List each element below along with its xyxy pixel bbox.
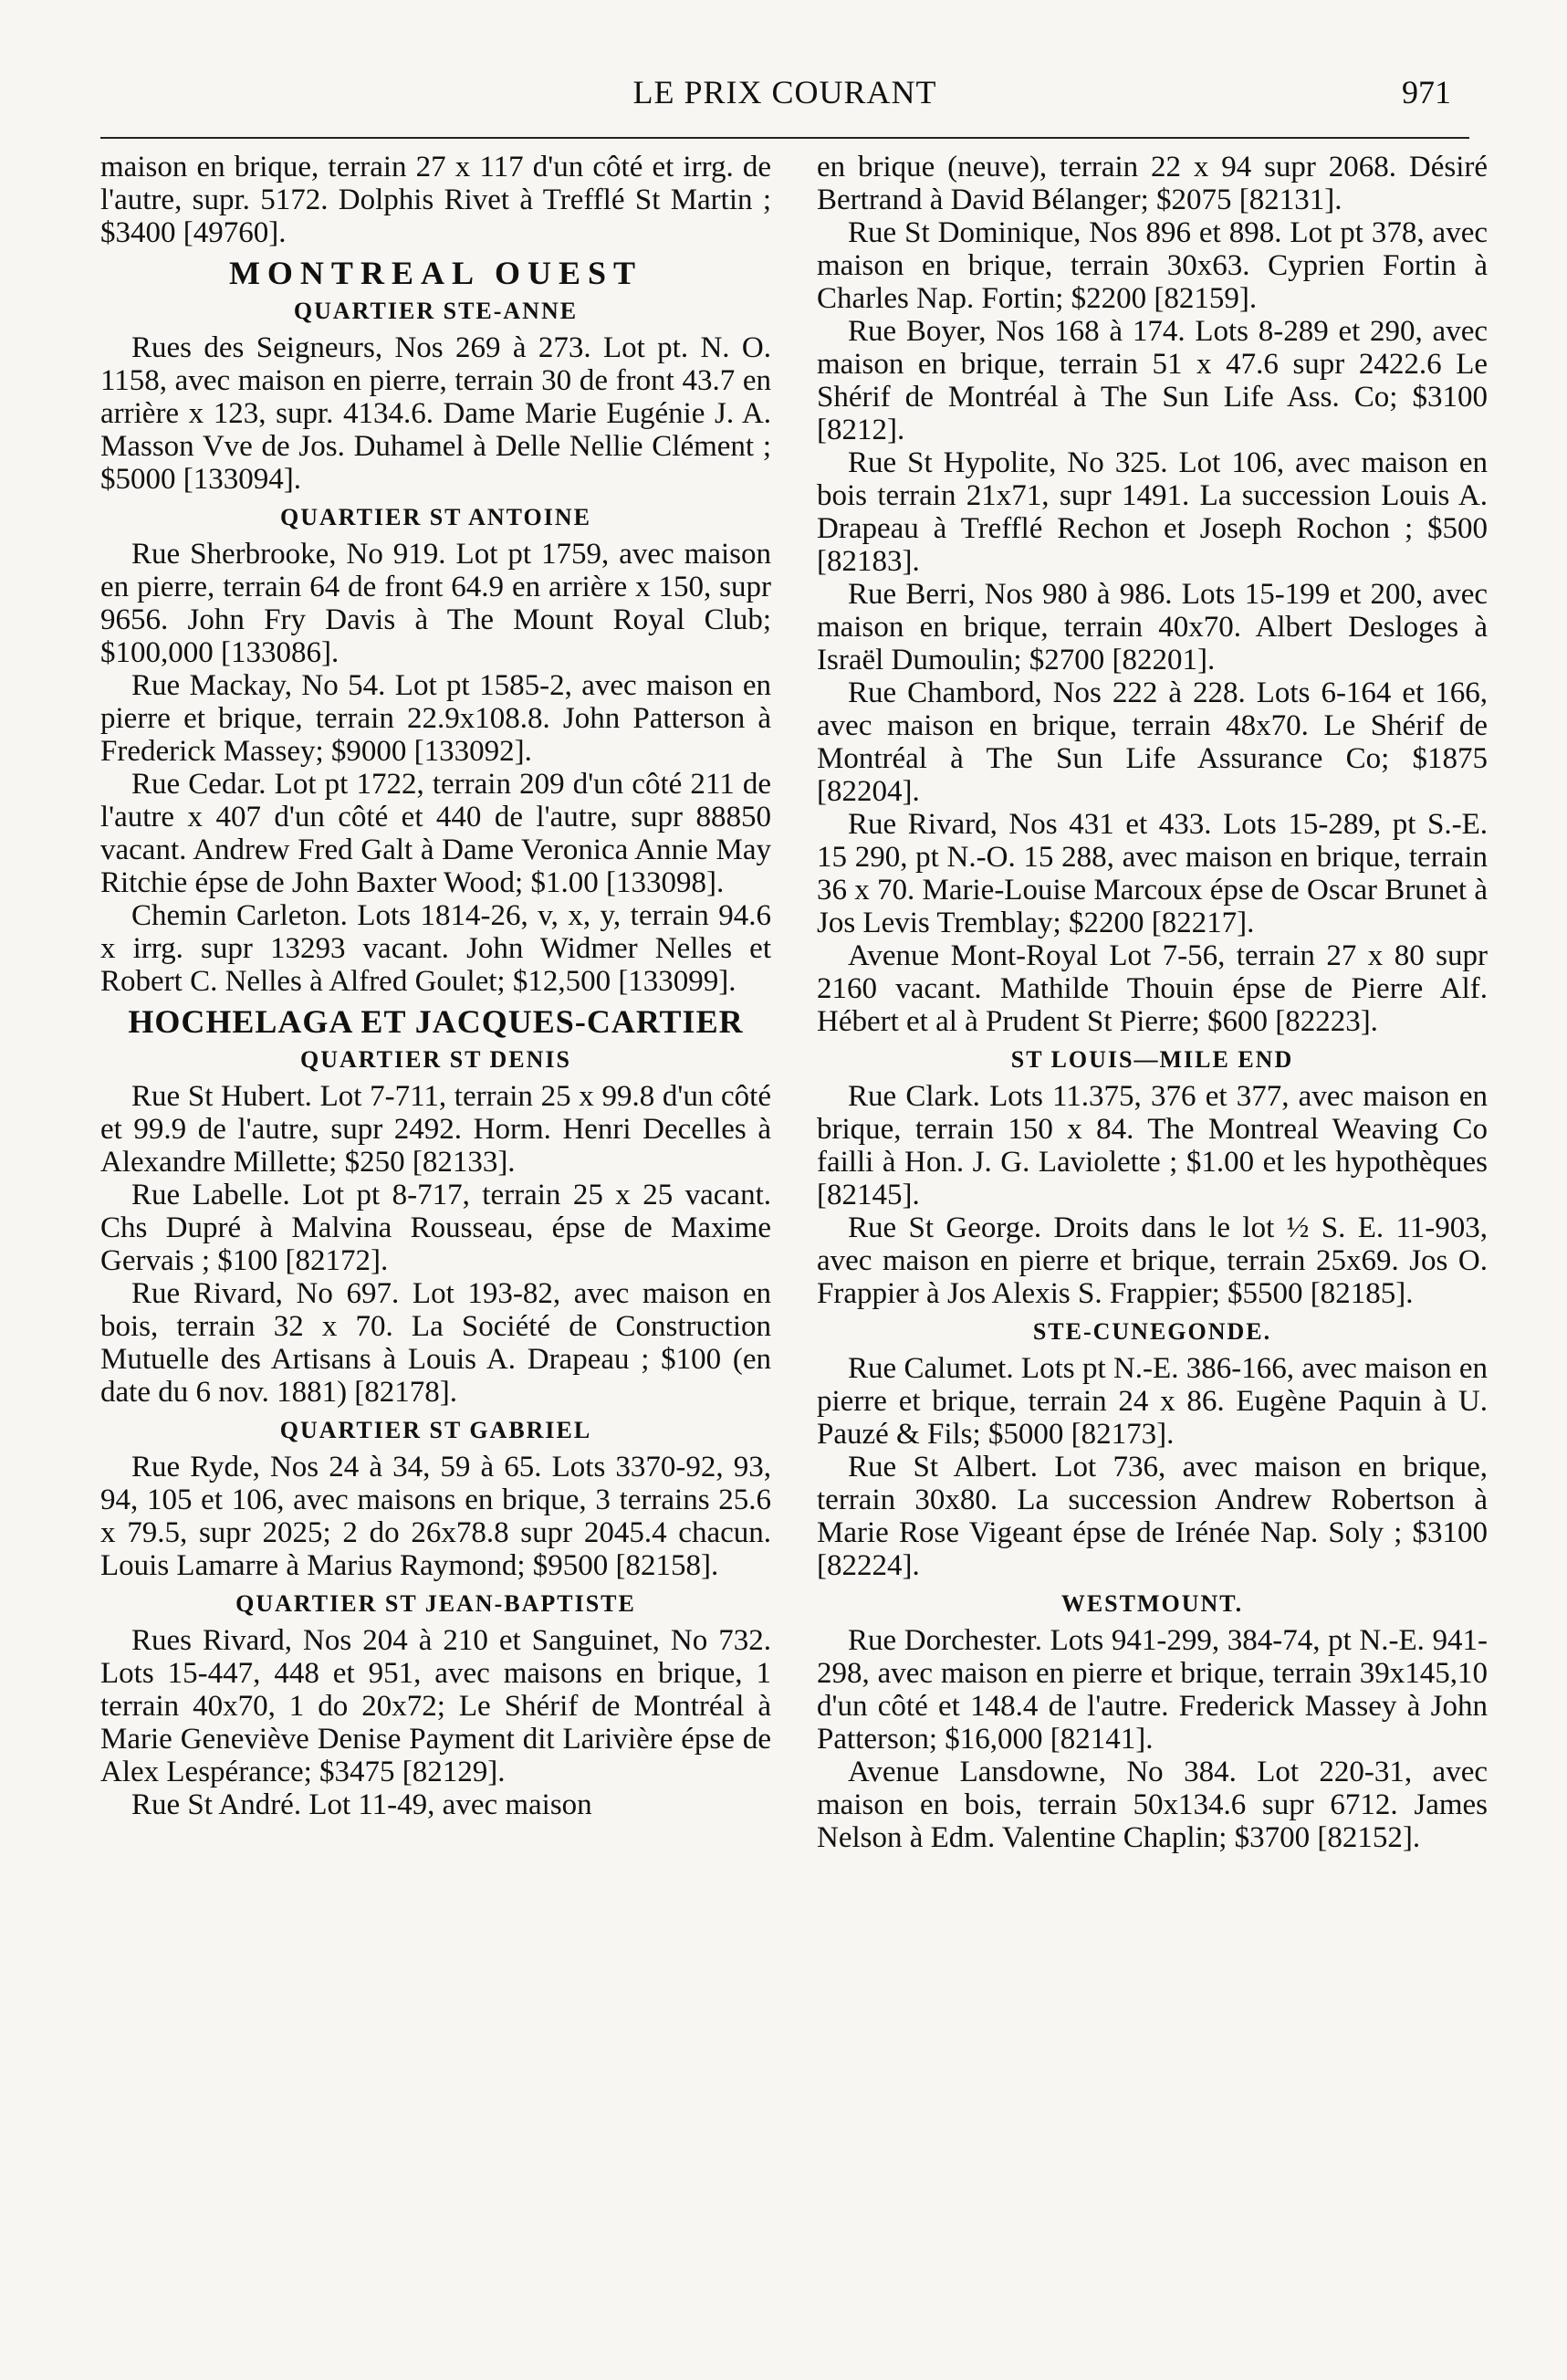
subsection-heading: QUARTIER ST ANTOINE (280, 504, 591, 530)
section-heading: MONTREAL OUEST (228, 255, 643, 291)
sale-entry: Rue St Albert. Lot 736, avec maison en brique, terrain 30x80. La succession Andrew Robertson à Marie Rose Vigeant épse de Irénée Nap. Soly ; $3100 [82224]. (817, 1451, 1488, 1582)
sale-entry: Rue Sherbrooke, No 919. Lot pt 1759, avec maison en pierre, terrain 64 de front 64.9 en arrière x 150, supr 9656. John Fry Davis à The Mount Royal Club; $100,000 [133086]. (100, 538, 771, 669)
subsection-heading: QUARTIER ST DENIS (299, 1046, 572, 1073)
subsection-heading: QUARTIER ST JEAN-BAPTISTE (235, 1590, 636, 1617)
sale-entry: Chemin Carleton. Lots 1814-26, v, x, y, terrain 94.6 x irrg. supr 13293 vacant. John Widmer Nelles et Robert C. Nelles à Alfred Goulet; $12,500 [133099]. (100, 899, 771, 998)
sale-entry: Avenue Lansdowne, No 384. Lot 220-31, avec maison en bois, terrain 50x134.6 supr 6712. James Nelson à Edm. Valentine Chaplin; $3700 [82152]. (817, 1756, 1488, 1854)
sale-entry: Rues Rivard, Nos 204 à 210 et Sanguinet, No 732. Lots 15-447, 448 et 951, avec maisons en brique, 1 terrain 40x70, 1 do 20x72; Le Shérif de Montréal à Marie Geneviève Denise Payment dit Larivière épse de Alex Lespérance; $3475 [82129]. (100, 1624, 771, 1788)
subsection-heading: QUARTIER ST GABRIEL (279, 1417, 592, 1443)
sale-entry: Rue Mackay, No 54. Lot pt 1585-2, avec maison en pierre et brique, terrain 22.9x108.8. John Patterson à Frederick Massey; $9000 [133092]. (100, 669, 771, 768)
sale-entry: Rue Labelle. Lot pt 8-717, terrain 25 x 25 vacant. Chs Dupré à Malvina Rousseau, épse de Maxime Gervais ; $100 [82172]. (100, 1179, 771, 1277)
running-title: LE PRIX COURANT (632, 74, 937, 110)
sale-entry: Rue St André. Lot 11-49, avec maison (131, 1788, 592, 1821)
sale-entry: Rue Ryde, Nos 24 à 34, 59 à 65. Lots 3370-92, 93, 94, 105 et 106, avec maisons en brique, 3 terrains 25.6 x 79.5, supr 2025; 2 do 26x78.8 supr 2045.4 chacun. Louis Lamarre à Marius Raymond; $9500 [82158]. (100, 1451, 771, 1582)
sale-entry: Rue Clark. Lots 11.375, 376 et 377, avec maison en brique, terrain 150 x 84. The Montreal Weaving Co failli à Hon. J. G. Laviolette ; $1.00 et les hypothèques [82145]. (817, 1080, 1488, 1211)
subsection-heading: WESTMOUNT. (1060, 1590, 1244, 1617)
text-columns (100, 151, 1488, 2323)
sale-entry: Rue St George. Droits dans le lot ½ S. E. 11-903, avec maison en pierre et brique, terrain 25x69. Jos O. Frappier à Jos Alexis S. Frappier; $5500 [82185]. (817, 1211, 1488, 1310)
left-column (100, 151, 771, 1821)
sale-entry: Rue Dorchester. Lots 941-299, 384-74, pt N.-E. 941-298, avec maison en pierre et brique, terrain 39x145,10 d'un côté et 148.4 de l'autre. Frederick Massey à John Patterson; $16,000 [82141]. (817, 1624, 1488, 1756)
sale-entry: Rue St Hubert. Lot 7-711, terrain 25 x 99.8 d'un côté et 99.9 de l'autre, supr 2492. Horm. Henri Decelles à Alexandre Millette; $250 [82133]. (100, 1080, 771, 1179)
sale-entry: Rue Calumet. Lots pt N.-E. 386-166, avec maison en pierre et brique, terrain 24 x 86. Eugène Paquin à U. Pauzé & Fils; $5000 [82173]. (817, 1352, 1488, 1451)
sale-entry: Avenue Mont-Royal Lot 7-56, terrain 27 x 80 supr 2160 vacant. Mathilde Thouin épse de Pierre Alf. Hébert et al à Prudent St Pierre; $600 [82223]. (817, 939, 1488, 1038)
right-column (817, 151, 1488, 1854)
page-number: 971 (1402, 74, 1451, 110)
page-header (100, 64, 1469, 139)
sale-entry: Rue Rivard, No 697. Lot 193-82, avec maison en bois, terrain 32 x 70. La Société de Construction Mutuelle des Artisans à Louis A. Drapeau ; $100 (en date du 6 nov. 1881) [82178]. (100, 1277, 771, 1409)
sale-entry: Rue St Dominique, Nos 896 et 898. Lot pt 378, avec maison en brique, terrain 30x63. Cyprien Fortin à Charles Nap. Fortin; $2200 [82159]. (817, 216, 1488, 315)
continued-entry: maison en brique, terrain 27 x 117 d'un côté et irrg. de l'autre, supr. 5172. Dolphis Rivet à Trefflé St Martin ; $3400 [49760]. (100, 151, 771, 249)
sale-entry: Rue Chambord, Nos 222 à 228. Lots 6-164 et 166, avec maison en brique, terrain 48x70. Le Shérif de Montréal à The Sun Life Assurance Co; $1875 [82204]. (817, 676, 1488, 808)
sale-entry: Rues des Seigneurs, Nos 269 à 273. Lot pt. N. O. 1158, avec maison en pierre, terrain 30 de front 43.7 en arrière x 123, supr. 4134.6. Dame Marie Eugénie J. A. Masson Vve de Jos. Duhamel à Delle Nellie Clément ; $5000 [133094]. (100, 331, 771, 496)
sale-entry: Rue Rivard, Nos 431 et 433. Lots 15-289, pt S.-E. 15 290, pt N.-O. 15 288, avec maison en brique, terrain 36 x 70. Marie-Louise Marcoux épse de Oscar Brunet à Jos Levis Tremblay; $2200 [82217]. (817, 808, 1488, 939)
sale-entry: Rue Cedar. Lot pt 1722, terrain 209 d'un côté 211 de l'autre x 407 d'un côté et 440 de l'autre, supr 88850 vacant. Andrew Fred Galt à Dame Veronica Annie May Ritchie épse de John Baxter Wood; $1.00 [133098]. (100, 768, 771, 899)
sale-entry: Rue Boyer, Nos 168 à 174. Lots 8-289 et 290, avec maison en brique, terrain 51 x 47.6 supr 2422.6 Le Shérif de Montréal à The Sun Life Ass. Co; $3100 [8212]. (817, 315, 1488, 446)
sale-entry: Rue St Hypolite, No 325. Lot 106, avec maison en bois terrain 21x71, supr 1491. La succession Louis A. Drapeau à Trefflé Rechon et Joseph Rochon ; $500 [82183]. (817, 446, 1488, 578)
subsection-heading: ST LOUIS—MILE END (1010, 1046, 1294, 1073)
subsection-heading: STE-CUNEGONDE. (1032, 1318, 1272, 1345)
continued-entry: en brique (neuve), terrain 22 x 94 supr 2068. Désiré Bertrand à David Bélanger; $2075 [82131]. (817, 151, 1488, 216)
section-heading: HOCHELAGA ET JACQUES-CARTIER (128, 1003, 744, 1040)
document-page (100, 64, 1488, 2346)
subsection-heading: QUARTIER STE-ANNE (293, 298, 579, 324)
sale-entry: Rue Berri, Nos 980 à 986. Lots 15-199 et 200, avec maison en brique, terrain 40x70. Albert Desloges à Israël Dumoulin; $2700 [82201]. (817, 578, 1488, 676)
